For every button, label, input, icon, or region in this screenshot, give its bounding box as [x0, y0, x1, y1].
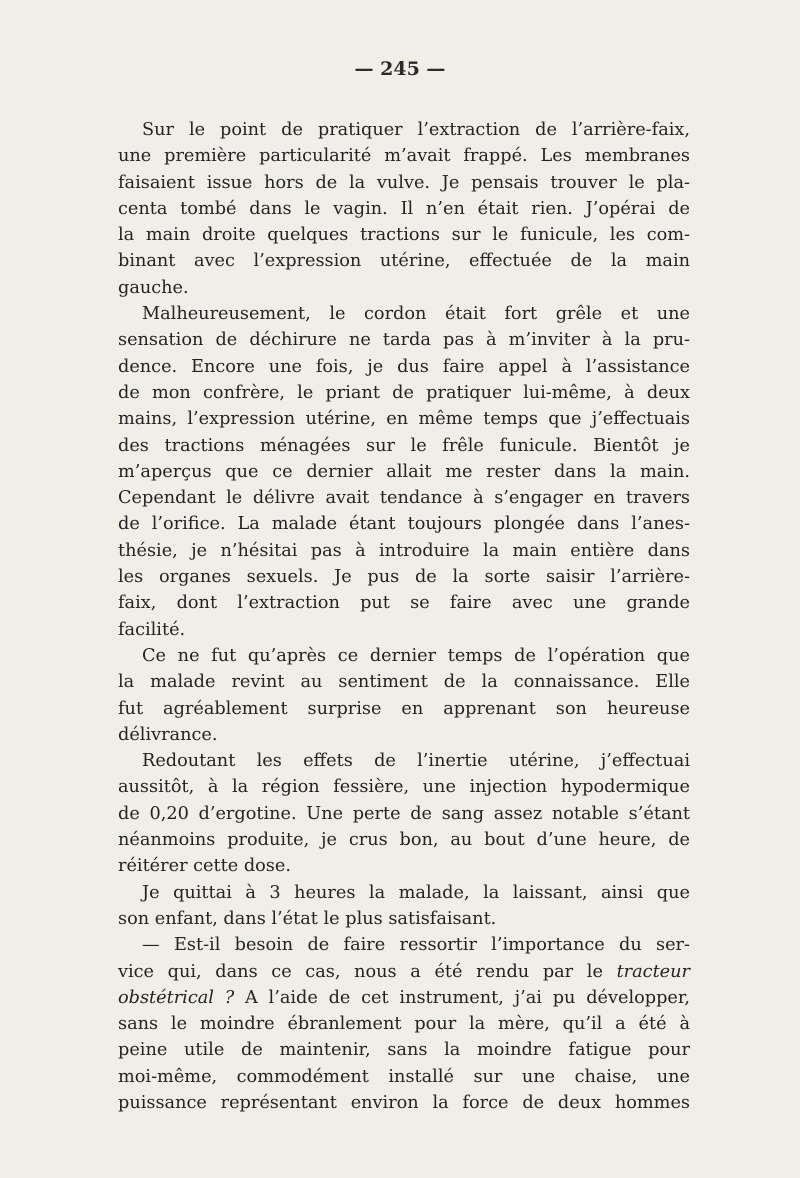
text-line: sensation de déchirure ne tarda pas à m’inviter à la pru- — [118, 330, 690, 351]
text-line: néanmoins produite, je crus bon, au bout d’une heure, de — [118, 830, 690, 851]
text-line: la malade revint au sentiment de la connaissance. Elle — [118, 672, 690, 693]
text-line: faisaient issue hors de la vulve. Je pensais trouver le pla- — [118, 172, 690, 193]
text-line: sans le moindre ébranlement pour la mère, qu’il a été à — [118, 1014, 690, 1035]
text-line: la main droite quelques tractions sur le funicule, les com- — [118, 225, 690, 246]
body-text — [118, 117, 690, 1116]
text-span: vice qui, dans ce cas, nous a été rendu par le — [118, 961, 617, 982]
text-line: délivrance. — [118, 724, 218, 745]
text-line: mains, l’expression utérine, en même temps que j’effectuais — [118, 409, 690, 430]
text-line: — Est-il besoin de faire ressortir l’importance du ser- — [142, 935, 690, 956]
text-line: une première particularité m’avait frappé. Les membranes — [118, 146, 690, 167]
text-line: de mon confrère, le priant de pratiquer lui-même, à deux — [118, 382, 690, 403]
text-line — [118, 985, 690, 1011]
paragraph-5 — [118, 880, 690, 933]
text-line: moi-même, commodément installé sur une chaise, une — [118, 1066, 690, 1087]
text-line: réitérer cette dose. — [118, 856, 291, 877]
text-line: puissance représentant environ la force de deux hommes — [118, 1092, 690, 1113]
text-line — [118, 959, 690, 985]
text-line: son enfant, dans l’état le plus satisfaisant. — [118, 908, 497, 929]
text-line: de l’orifice. La malade étant toujours plongée dans l’anes- — [118, 514, 690, 535]
text-line: Sur le point de pratiquer l’extraction de l’arrière-faix, — [142, 120, 690, 140]
text-line: les organes sexuels. Je pus de la sorte saisir l’arrière- — [118, 567, 690, 588]
page-number: — 245 — — [354, 58, 446, 80]
text-line: de 0,20 d’ergotine. Une perte de sang assez notable s’étant — [118, 803, 690, 824]
italic-term: tracteur — [616, 961, 690, 982]
text-line: m’aperçus que ce dernier allait me rester dans la main. — [118, 461, 690, 482]
text-line: Je quittai à 3 heures la malade, la laissant, ainsi que — [142, 882, 690, 903]
text-line: des tractions ménagées sur le frêle funicule. Bientôt je — [118, 435, 690, 456]
text-span: A l’aide de cet instrument, j’ai pu développer, — [234, 987, 690, 1008]
text-line: Malheureusement, le cordon était fort grêle et une — [142, 304, 690, 325]
text-line: peine utile de maintenir, sans la moindre fatigue pour — [118, 1040, 690, 1061]
paragraph-6 — [118, 932, 690, 1116]
paragraph-1 — [118, 117, 690, 301]
text-line: thésie, je n’hésitai pas à introduire la main entière dans — [118, 540, 690, 561]
text-line: faix, dont l’extraction put se faire avec une grande — [118, 593, 690, 614]
text-line: facilité. — [118, 619, 186, 640]
paragraph-3 — [118, 643, 690, 748]
text-line: Redoutant les effets de l’inertie utérine, j’effectuai — [142, 751, 690, 772]
text-line: Cependant le délivre avait tendance à s’engager en travers — [118, 488, 690, 509]
text-line: gauche. — [118, 277, 189, 298]
text-line: centa tombé dans le vagin. Il n’en était rien. J’opérai de — [118, 198, 690, 219]
text-line: fut agréablement surprise en apprenant son heureuse — [118, 698, 690, 719]
text-line: dence. Encore une fois, je dus faire appel à l’assistance — [118, 356, 690, 377]
paragraph-2 — [118, 301, 690, 643]
text-line: binant avec l’expression utérine, effectuée de la main — [118, 251, 690, 272]
italic-term: obstétrical ? — [118, 987, 235, 1008]
text-line: Ce ne fut qu’après ce dernier temps de l’opération que — [142, 645, 690, 666]
text-line: aussitôt, à la région fessière, une injection hypodermique — [118, 777, 690, 798]
paragraph-4 — [118, 748, 690, 879]
